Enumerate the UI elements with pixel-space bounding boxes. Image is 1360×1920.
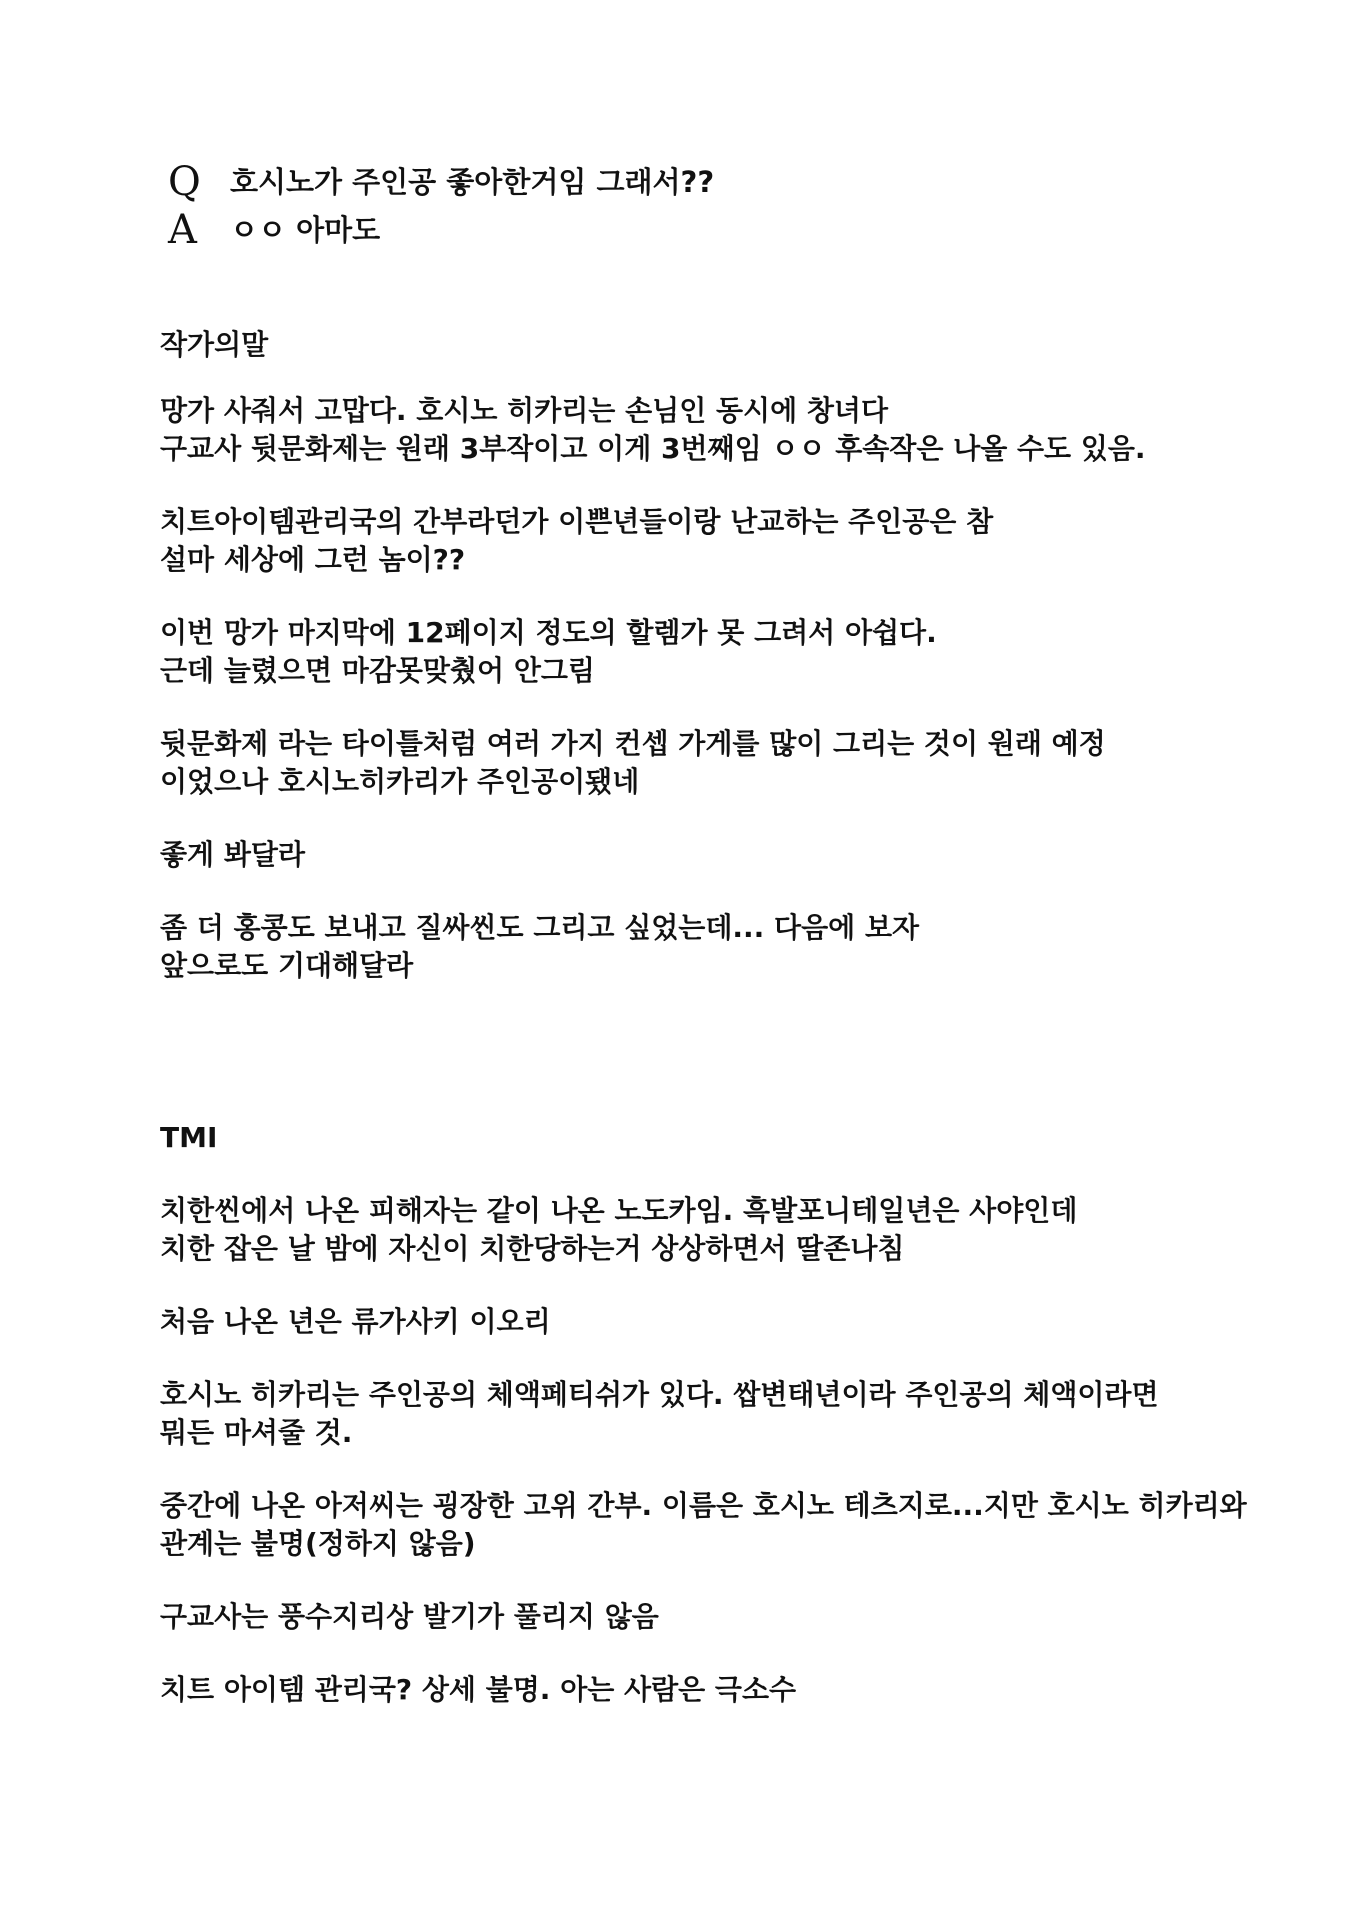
author-note-paragraph (160, 392, 1350, 468)
text-line: 뭐든 마셔줄 것. (160, 1416, 353, 1449)
author-note-paragraph (160, 725, 1350, 801)
text-line: 이었으나 호시노히카리가 주인공이됐네 (160, 765, 640, 798)
text-line: 치한 잡은 날 밤에 자신이 치한당하는거 상상하면서 딸존나침 (160, 1232, 905, 1265)
text-line: 망가 사줘서 고맙다. 호시노 히카리는 손님인 동시에 창녀다 (160, 394, 889, 427)
text-line: 이번 망가 마지막에 12페이지 정도의 할렘가 못 그려서 아쉽다. (160, 616, 937, 649)
tmi-paragraph (160, 1376, 1350, 1452)
question-letter: Q (168, 159, 201, 205)
text-line: 치트아이템관리국의 간부라던가 이쁜년들이랑 난교하는 주인공은 참 (160, 505, 994, 538)
tmi-paragraph (160, 1671, 1350, 1709)
tmi-paragraph (160, 1487, 1350, 1563)
answer-row (168, 206, 714, 254)
text-line: 호시노 히카리는 주인공의 체액페티쉬가 있다. 쌉변태년이라 주인공의 체액이라면 (160, 1378, 1159, 1411)
text-line: 설마 세상에 그런 놈이?? (160, 543, 466, 576)
body-text (160, 326, 1350, 1709)
text-line: 앞으로도 기대해달라 (160, 949, 414, 982)
tmi-paragraph (160, 1192, 1350, 1268)
author-note-paragraph (160, 836, 1350, 874)
answer-text: ㅇㅇ 아마도 (230, 213, 381, 247)
answer-letter: A (168, 207, 197, 253)
author-note-paragraph (160, 909, 1350, 985)
tmi-title: TMI (160, 1121, 218, 1154)
author-note-title: 작가의말 (160, 328, 269, 361)
text-line: 처음 나온 년은 류가사키 이오리 (160, 1305, 551, 1338)
text-line: 치한씬에서 나온 피해자는 같이 나온 노도카임. 흑발포니테일년은 사야인데 (160, 1194, 1078, 1227)
text-line: 관계는 불명(정하지 않음) (160, 1527, 476, 1560)
text-line: 좋게 봐달라 (160, 838, 305, 871)
question-text: 호시노가 주인공 좋아한거임 그래서?? (230, 165, 715, 199)
text-line: 근데 늘렸으면 마감못맞췄어 안그림 (160, 654, 595, 687)
text-line: 치트 아이템 관리국? 상세 불명. 아는 사람은 극소수 (160, 1673, 797, 1706)
text-line: 중간에 나온 아저씨는 굉장한 고위 간부. 이름은 호시노 테츠지로...지만 호시노 히카리와 (160, 1489, 1247, 1522)
tmi-paragraph (160, 1303, 1350, 1341)
text-line: 좀 더 홍콩도 보내고 질싸씬도 그리고 싶었는데... 다음에 보자 (160, 911, 920, 944)
question-row (168, 158, 714, 206)
text-line: 뒷문화제 라는 타이틀처럼 여러 가지 컨셉 가게를 많이 그리는 것이 원래 예정 (160, 727, 1106, 760)
text-line: 구교사는 풍수지리상 발기가 풀리지 않음 (160, 1600, 659, 1633)
text-line: 구교사 뒷문화제는 원래 3부작이고 이게 3번째임 ㅇㅇ 후속작은 나올 수도 있음. (160, 432, 1146, 465)
author-note-paragraph (160, 614, 1350, 690)
author-note-paragraph (160, 503, 1350, 579)
qa-block (168, 158, 714, 254)
tmi-paragraph (160, 1598, 1350, 1636)
